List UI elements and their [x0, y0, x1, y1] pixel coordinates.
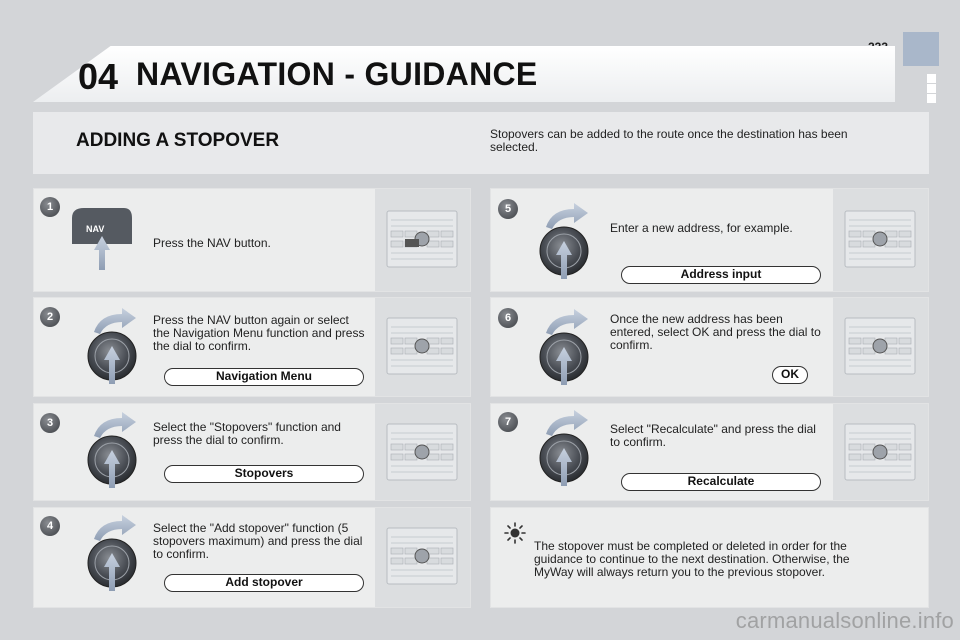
address-input-option: Address input — [621, 266, 821, 284]
step-5-text: Enter a new address, for example. — [610, 221, 793, 235]
step-2-number: 2 — [40, 307, 60, 327]
page-title: NAVIGATION - GUIDANCE — [136, 56, 538, 92]
console-thumbnail — [833, 404, 928, 500]
radio-console-icon — [375, 298, 470, 398]
section-intro: Stopovers can be added to the route once the destination has been selected. — [490, 127, 848, 154]
step-3-number: 3 — [40, 413, 60, 433]
console-thumbnail — [833, 298, 928, 396]
page-corner-block — [903, 32, 939, 66]
tip-text: The stopover must be completed or deleted in order for the guidance to continue to the next destination. Otherwise, the MyWay will always return you to the previous stopover. — [534, 539, 850, 579]
step-4-number: 4 — [40, 516, 60, 536]
page-tab-marker — [927, 84, 936, 93]
step-6-number: 6 — [498, 308, 518, 328]
console-thumbnail — [375, 189, 470, 291]
console-thumbnail — [833, 189, 928, 291]
ok-option: OK — [772, 366, 808, 384]
dial-icon — [80, 412, 140, 492]
step-7-text: Select "Recalculate" and press the dial to confirm. — [610, 422, 816, 449]
nav-button-icon — [72, 208, 152, 274]
radio-console-icon — [833, 404, 928, 502]
step-2-text: Press the NAV button again or select the Navigation Menu function and press the dial to confirm. — [153, 313, 365, 353]
dial-icon — [532, 309, 592, 389]
page-tab-marker — [927, 94, 936, 103]
step-3-text: Select the "Stopovers" function and press the dial to confirm. — [153, 420, 341, 447]
radio-console-icon — [375, 508, 470, 609]
step-1-text: Press the NAV button. — [153, 236, 271, 250]
nav-key-label: NAV — [86, 224, 105, 234]
console-thumbnail — [375, 508, 470, 607]
console-thumbnail — [375, 298, 470, 396]
step-4-text: Select the "Add stopover" function (5 stopovers maximum) and press the dial to confirm. — [153, 521, 363, 561]
step-7-number: 7 — [498, 412, 518, 432]
radio-console-icon — [375, 404, 470, 502]
step-5-number: 5 — [498, 199, 518, 219]
stopovers-option: Stopovers — [164, 465, 364, 483]
chapter-number: 04 — [78, 56, 119, 97]
navigation-menu-option: Navigation Menu — [164, 368, 364, 386]
watermark: carmanualsonline.info — [735, 608, 954, 633]
dial-icon — [532, 410, 592, 490]
recalculate-option: Recalculate — [621, 473, 821, 491]
radio-console-icon — [375, 189, 470, 293]
section-title: ADDING A STOPOVER — [76, 130, 280, 151]
step-6-text: Once the new address has been entered, select OK and press the dial to confirm. — [610, 312, 821, 352]
lightbulb-icon — [504, 522, 526, 544]
radio-console-icon — [833, 298, 928, 398]
radio-console-icon — [833, 189, 928, 293]
step-1-number: 1 — [40, 197, 60, 217]
console-thumbnail — [375, 404, 470, 500]
page-tab-marker — [927, 74, 936, 83]
dial-icon — [80, 308, 140, 388]
dial-icon — [80, 515, 140, 595]
dial-icon — [532, 203, 592, 283]
add-stopover-option: Add stopover — [164, 574, 364, 592]
